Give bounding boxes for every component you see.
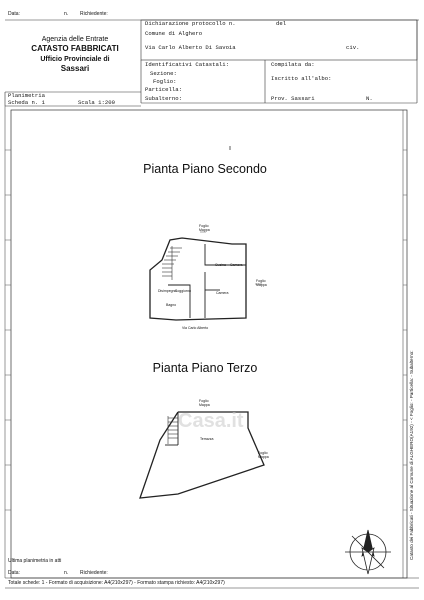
floor3-label-terrazza: Terrazza bbox=[200, 437, 214, 441]
floor2-label-disimpegno: Disimpegno bbox=[158, 289, 177, 293]
floor3-label-mappa-2: Mappa bbox=[258, 455, 269, 459]
floor2-label-soggiorno: Soggiorno bbox=[175, 289, 191, 293]
bottom-richiedente-label: Richiedente: bbox=[80, 570, 108, 576]
floor2-plan bbox=[150, 238, 246, 320]
floor2-label-cucina: Cucina bbox=[215, 263, 226, 267]
bottom-n-label: n. bbox=[64, 570, 69, 576]
agency-catasto: CATASTO FABBRICATI bbox=[31, 44, 119, 53]
bottom-data-label: Data: bbox=[8, 570, 20, 576]
compiler-compilata: Compilata da: bbox=[271, 61, 315, 68]
identifiers-sezione: Sezione: bbox=[150, 70, 177, 77]
top-richiedente-label: Richiedente: bbox=[80, 11, 108, 17]
scheda-scale: Scala 1:200 bbox=[78, 99, 115, 106]
top-data-label: Data: bbox=[8, 11, 20, 17]
declaration-comune: Comune di Alghero bbox=[145, 30, 203, 37]
declaration-protocol: Dichiarazione protocollo n. bbox=[145, 20, 236, 27]
identifiers-subalterno: Subalterno: bbox=[145, 95, 182, 102]
agency-name: Agenzia delle Entrate bbox=[41, 36, 109, 43]
declaration-address: Via Carlo Alberto Di Savoia bbox=[145, 44, 236, 51]
floor3-label-mappa: Mappa bbox=[199, 403, 210, 407]
floor2-title: Pianta Piano Secondo bbox=[143, 162, 267, 176]
watermark: Casa.it bbox=[178, 410, 244, 432]
top-n-label: n. bbox=[64, 11, 69, 17]
north-arrow-icon bbox=[345, 530, 391, 574]
floor2-label-foglio-2: Foglio bbox=[256, 279, 266, 283]
compiler-prov: Prov. Sassari bbox=[271, 95, 315, 102]
side-cadastral-text: Catasto dei Fabbricati - Situazione al Comune di ALGHERO(A192) - < Foglio: - Particella: - Subalterno: bbox=[409, 350, 414, 560]
agency-office: Ufficio Provinciale di bbox=[40, 56, 110, 63]
floor2-label-camera-2: Camera bbox=[230, 263, 243, 267]
floor2-label-bagno: Bagno bbox=[166, 303, 177, 307]
compiler-n: N. bbox=[366, 95, 373, 102]
compiler-iscritto: Iscritto all'albo: bbox=[271, 75, 332, 82]
identifiers-particella: Particella: bbox=[145, 86, 182, 93]
bottom-ultima: Ultima planimetria in atti bbox=[8, 558, 62, 564]
floor3-label-foglio: Foglio bbox=[199, 399, 209, 403]
identifiers-title: Identificativi Catastali: bbox=[145, 61, 229, 68]
scheda-number: Scheda n. 1 bbox=[8, 99, 45, 106]
floor3-label-foglio-2: Foglio bbox=[258, 451, 268, 455]
floor2-label-mappa-2: Mappa bbox=[256, 283, 267, 287]
floor3-title: Pianta Piano Terzo bbox=[152, 361, 258, 375]
floor2-label-mappa: Mappa bbox=[199, 228, 210, 232]
declaration-civ: civ. bbox=[346, 44, 360, 51]
scheda-planimetria: Planimetria bbox=[8, 92, 45, 99]
floor2-label-foglio: Foglio bbox=[199, 224, 209, 228]
floor2-label-street: Via Carlo Alberto bbox=[182, 326, 209, 330]
declaration-del: del bbox=[276, 20, 287, 27]
floor2-label-camera: Camera bbox=[216, 291, 229, 295]
agency-city: Sassari bbox=[60, 64, 90, 73]
identifiers-foglio: Foglio: bbox=[153, 78, 177, 85]
bottom-totale: Totale schede: 1 - Formato di acquisizione: A4(210x297) - Formato stampa richiesto: A4(210x297) bbox=[8, 580, 225, 586]
